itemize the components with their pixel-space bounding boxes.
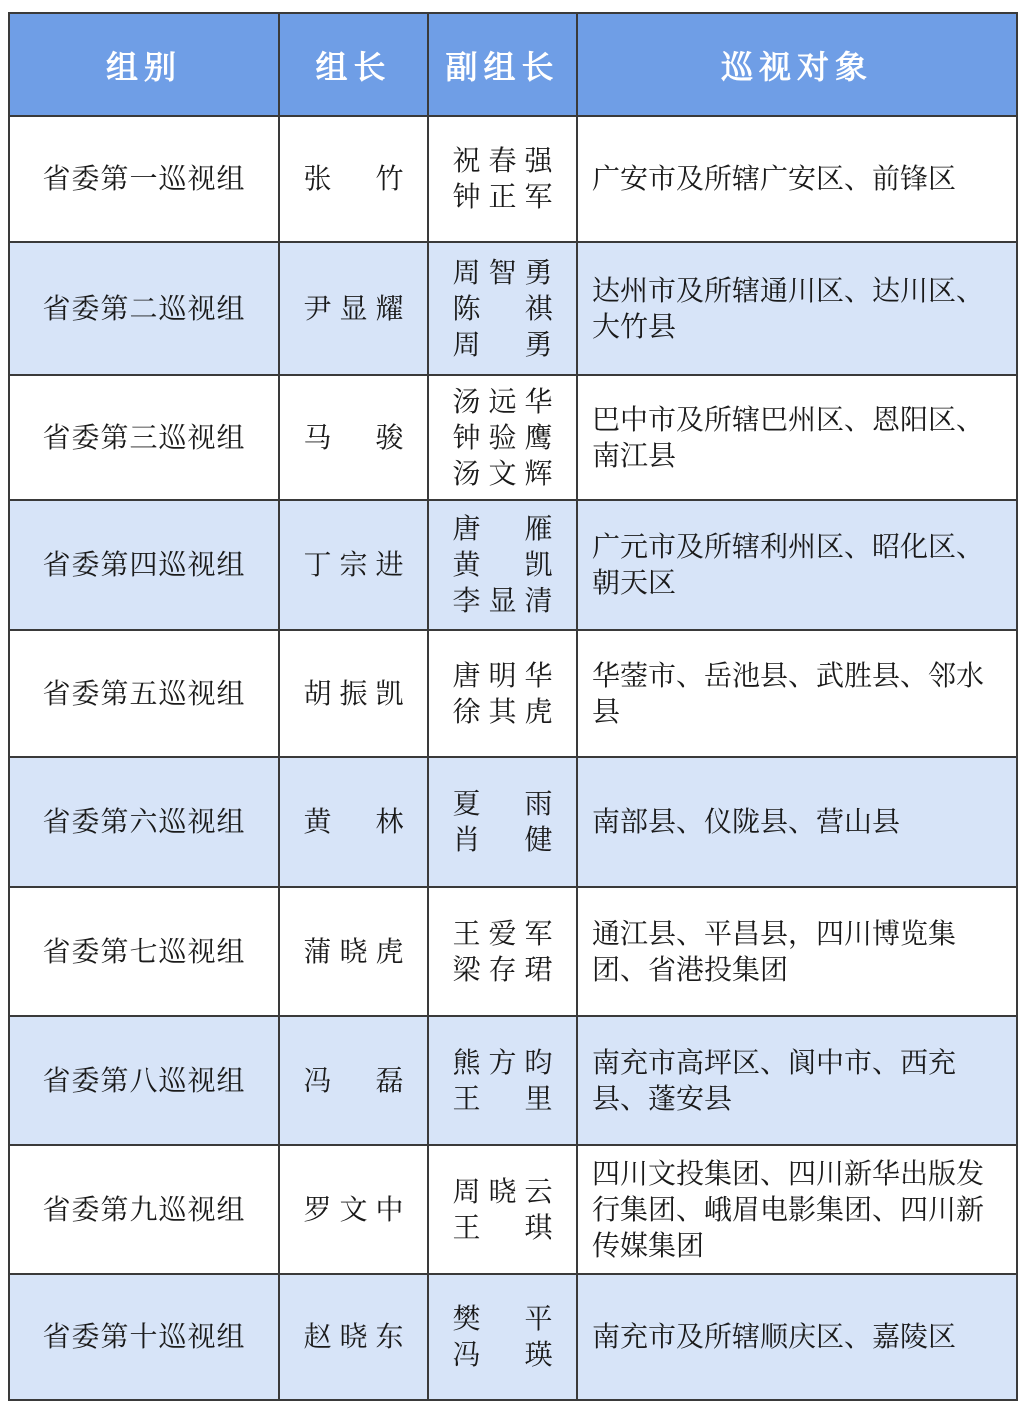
deputy-name: 樊 平 — [452, 1302, 553, 1335]
deputy-name: 唐 雁 — [452, 512, 553, 545]
group-cell: 省委第二巡视组 — [9, 242, 279, 375]
deputy-cell — [428, 242, 577, 375]
deputy-name: 王爱军 — [452, 916, 553, 950]
deputy-name: 李显清 — [452, 584, 553, 617]
header-leader: 组长 — [279, 13, 428, 116]
inspection-target-cell: 华蓥市、岳池县、武胜县、邻水县 — [577, 630, 1017, 757]
table-row — [9, 1145, 1017, 1274]
inspection-target-cell: 巴中市及所辖巴州区、恩阳区、南江县 — [577, 375, 1017, 500]
group-cell: 省委第六巡视组 — [9, 757, 279, 887]
table-row — [9, 375, 1017, 500]
inspection-target-cell: 广元市及所辖利州区、昭化区、朝天区 — [577, 500, 1017, 630]
deputy-name: 周智勇 — [452, 255, 553, 289]
deputy-name: 徐其虎 — [452, 694, 553, 728]
deputy-cell — [428, 630, 577, 757]
table-row — [9, 887, 1017, 1016]
table-row — [9, 757, 1017, 887]
deputy-name: 周晓云 — [452, 1174, 553, 1208]
leader-cell — [279, 1016, 428, 1145]
deputy-name: 钟验鹰 — [452, 420, 553, 454]
leader-cell — [279, 500, 428, 630]
group-cell: 省委第一巡视组 — [9, 116, 279, 242]
group-cell: 省委第七巡视组 — [9, 887, 279, 1016]
table-row — [9, 116, 1017, 242]
leader-name: 胡振凯 — [303, 676, 404, 710]
deputy-cell — [428, 1016, 577, 1145]
group-cell: 省委第九巡视组 — [9, 1145, 279, 1274]
leader-name: 黄 林 — [303, 805, 404, 838]
table-row — [9, 630, 1017, 757]
deputy-cell — [428, 1274, 577, 1400]
table-row — [9, 1274, 1017, 1400]
group-cell: 省委第十巡视组 — [9, 1274, 279, 1400]
deputy-name: 唐明华 — [452, 658, 553, 692]
leader-cell — [279, 375, 428, 500]
header-group: 组别 — [9, 13, 279, 116]
deputy-name: 祝春强 — [452, 144, 553, 177]
deputy-name: 钟正军 — [452, 180, 553, 213]
inspection-target-cell: 达州市及所辖通川区、达川区、大竹县 — [577, 242, 1017, 375]
table-body — [9, 116, 1017, 1400]
leader-name: 冯 磊 — [303, 1063, 404, 1097]
leader-cell — [279, 242, 428, 375]
deputy-name: 汤文辉 — [452, 456, 553, 490]
deputy-name: 陈 祺 — [452, 291, 553, 325]
leader-cell — [279, 887, 428, 1016]
inspection-table-container — [8, 12, 1016, 1401]
table-row — [9, 1016, 1017, 1145]
deputy-name: 梁存珺 — [452, 952, 553, 986]
deputy-cell — [428, 116, 577, 242]
deputy-name: 周 勇 — [452, 327, 553, 361]
deputy-name: 夏 雨 — [452, 787, 553, 820]
deputy-name: 王 琪 — [452, 1210, 553, 1244]
leader-name: 尹显耀 — [303, 291, 404, 325]
inspection-target-cell: 南充市及所辖顺庆区、嘉陵区 — [577, 1274, 1017, 1400]
deputy-cell — [428, 375, 577, 500]
deputy-name: 黄 凯 — [452, 548, 553, 581]
deputy-name: 王 里 — [452, 1081, 553, 1115]
inspection-groups-table — [8, 12, 1018, 1401]
table-row — [9, 500, 1017, 630]
deputy-cell — [428, 757, 577, 887]
leader-name: 罗文中 — [303, 1192, 404, 1226]
group-cell: 省委第五巡视组 — [9, 630, 279, 757]
table-row — [9, 242, 1017, 375]
leader-cell — [279, 1274, 428, 1400]
deputy-cell — [428, 1145, 577, 1274]
header-deputy-leader: 副组长 — [428, 13, 577, 116]
leader-cell — [279, 757, 428, 887]
inspection-target-cell: 通江县、平昌县，四川博览集团、省港投集团 — [577, 887, 1017, 1016]
deputy-name: 肖 健 — [452, 823, 553, 856]
inspection-target-cell: 四川文投集团、四川新华出版发行集团、峨眉电影集团、四川新传媒集团 — [577, 1145, 1017, 1274]
leader-name: 蒲晓虎 — [303, 934, 404, 968]
inspection-target-cell: 南部县、仪陇县、营山县 — [577, 757, 1017, 887]
inspection-target-cell: 广安市及所辖广安区、前锋区 — [577, 116, 1017, 242]
group-cell: 省委第三巡视组 — [9, 375, 279, 500]
leader-cell — [279, 116, 428, 242]
leader-name: 张 竹 — [303, 162, 404, 195]
header-inspection-target: 巡视对象 — [577, 13, 1017, 116]
table-header-row — [9, 13, 1017, 116]
group-cell: 省委第四巡视组 — [9, 500, 279, 630]
leader-cell — [279, 630, 428, 757]
leader-name: 赵晓东 — [303, 1320, 404, 1353]
group-cell: 省委第八巡视组 — [9, 1016, 279, 1145]
leader-name: 马 骏 — [303, 420, 404, 454]
deputy-cell — [428, 887, 577, 1016]
deputy-cell — [428, 500, 577, 630]
leader-name: 丁宗进 — [303, 548, 404, 581]
deputy-name: 熊方昀 — [452, 1045, 553, 1079]
leader-cell — [279, 1145, 428, 1274]
inspection-target-cell: 南充市高坪区、阆中市、西充县、蓬安县 — [577, 1016, 1017, 1145]
deputy-name: 汤远华 — [452, 384, 553, 418]
deputy-name: 冯 瑛 — [452, 1338, 553, 1371]
